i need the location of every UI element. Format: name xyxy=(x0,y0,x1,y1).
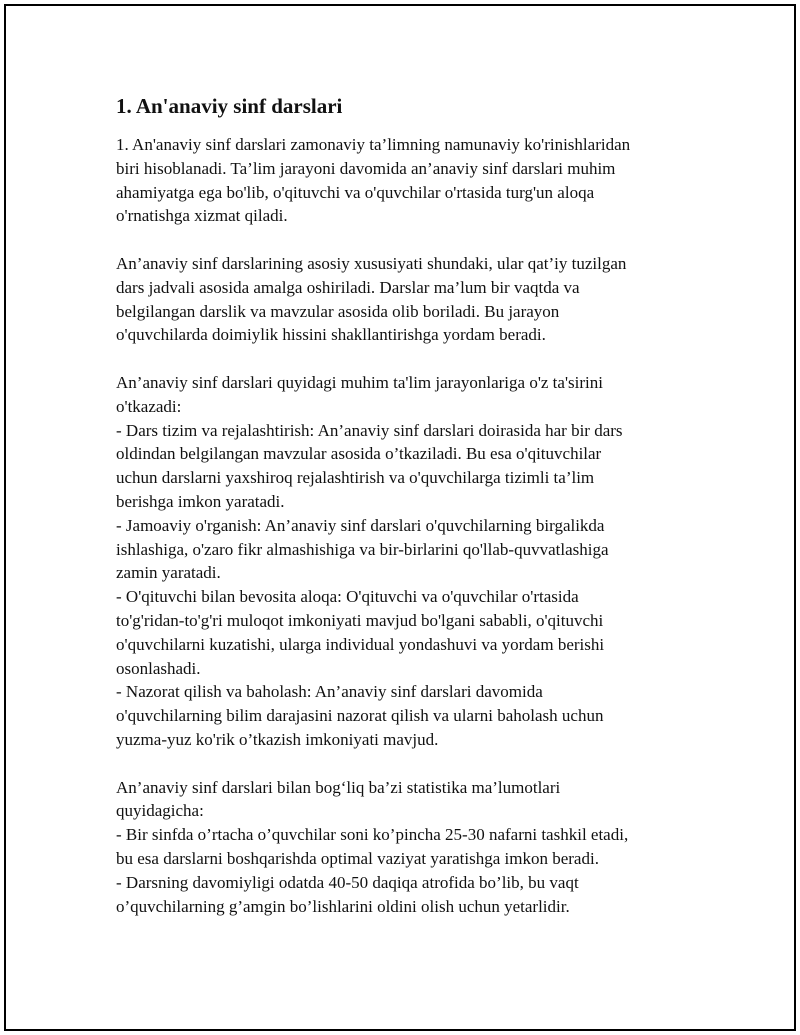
paragraph-intro xyxy=(116,133,686,228)
text-line: o'quvchilarning bilim darajasini nazorat qilish va ularni baholash uchun xyxy=(116,706,604,726)
text-line: osonlashadi. xyxy=(116,658,201,678)
paragraph-gap xyxy=(116,752,686,776)
list-item-line: - Darsning davomiyligi odatda 40-50 daqiqa atrofida bo’lib, bu vaqt xyxy=(116,872,579,892)
text-line: o'quvchilarda doimiylik hissini shakllantirishga yordam beradi. xyxy=(116,325,546,345)
text-line: o'rnatishga xizmat qiladi. xyxy=(116,206,288,226)
list-item-line: - Dars tizim va rejalashtirish: An’anaviy sinf darslari doirasida har bir dars xyxy=(116,420,623,440)
text-line: o'quvchilarni kuzatishi, ularga individual yondashuvi va yordam berishi xyxy=(116,634,605,654)
list-item-line: - Nazorat qilish va baholash: An’anaviy sinf darslari davomida xyxy=(116,682,543,702)
text-line: belgilangan darslik va mavzular asosida olib boriladi. Bu jarayon xyxy=(116,301,560,321)
paragraph-features xyxy=(116,252,686,347)
text-line: bu esa darslarni boshqarishda optimal vaziyat yaratishga imkon beradi. xyxy=(116,848,599,868)
text-line: o’quvchilarning g’amgin bo’lishlarini oldini olish uchun yetarlidir. xyxy=(116,896,570,916)
paragraph-gap xyxy=(116,347,686,371)
text-line: dars jadvali asosida amalga oshiriladi. Darslar ma’lum bir vaqtda va xyxy=(116,277,580,297)
text-line: oldindan belgilangan mavzular asosida o’tkaziladi. Bu esa o'qituvchilar xyxy=(116,444,602,464)
text-line: ahamiyatga ega bo'lib, o'qituvchi va o'quvchilar o'rtasida turg'un aloqa xyxy=(116,182,595,202)
paragraph-gap xyxy=(116,228,686,252)
text-line: o'tkazadi: xyxy=(116,396,182,416)
text-line: 1. An'anaviy sinf darslari zamonaviy ta’limning namunaviy ko'rinishlaridan xyxy=(116,135,631,154)
text-line: An’anaviy sinf darslari quyidagi muhim ta'lim jarayonlariga o'z ta'sirini xyxy=(116,372,603,392)
text-line: zamin yaratadi. xyxy=(116,563,221,583)
document-body xyxy=(116,92,686,918)
text-line: biri hisoblanadi. Ta’lim jarayoni davomida an’anaviy sinf darslari muhim xyxy=(116,158,616,178)
text-line: berishga imkon yaratadi. xyxy=(116,491,285,511)
text-line: An’anaviy sinf darslari bilan bog‘liq ba’zi statistika ma’lumotlari xyxy=(116,777,561,797)
document-title: 1. An'anaviy sinf darslari xyxy=(116,94,343,118)
text-line: uchun darslarni yaxshiroq rejalashtirish va o'quvchilarga tizimli ta’lim xyxy=(116,468,595,488)
text-line: yuzma-yuz ko'rik o’tkazish imkoniyati mavjud. xyxy=(116,729,439,749)
list-item-line: - Bir sinfda o’rtacha o’quvchilar soni ko’pincha 25-30 nafarni tashkil etadi, xyxy=(116,825,629,845)
text-line: quyidagicha: xyxy=(116,801,204,821)
text-line: to'g'ridan-to'g'ri muloqot imkoniyati mavjud bo'lgani sababli, o'qituvchi xyxy=(116,610,604,630)
paragraph-statistics xyxy=(116,776,686,919)
text-line: ishlashiga, o'zaro fikr almashishiga va bir-birlarini qo'llab-quvvatlashiga xyxy=(116,539,609,559)
list-item-line: - O'qituvchi bilan bevosita aloqa: O'qituvchi va o'quvchilar o'rtasida xyxy=(116,587,579,607)
list-item-line: - Jamoaviy o'rganish: An’anaviy sinf darslari o'quvchilarning birgalikda xyxy=(116,515,605,535)
text-line: An’anaviy sinf darslarining asosiy xususiyati shundaki, ular qat’iy tuzilgan xyxy=(116,253,627,273)
paragraph-influence-list xyxy=(116,371,686,752)
